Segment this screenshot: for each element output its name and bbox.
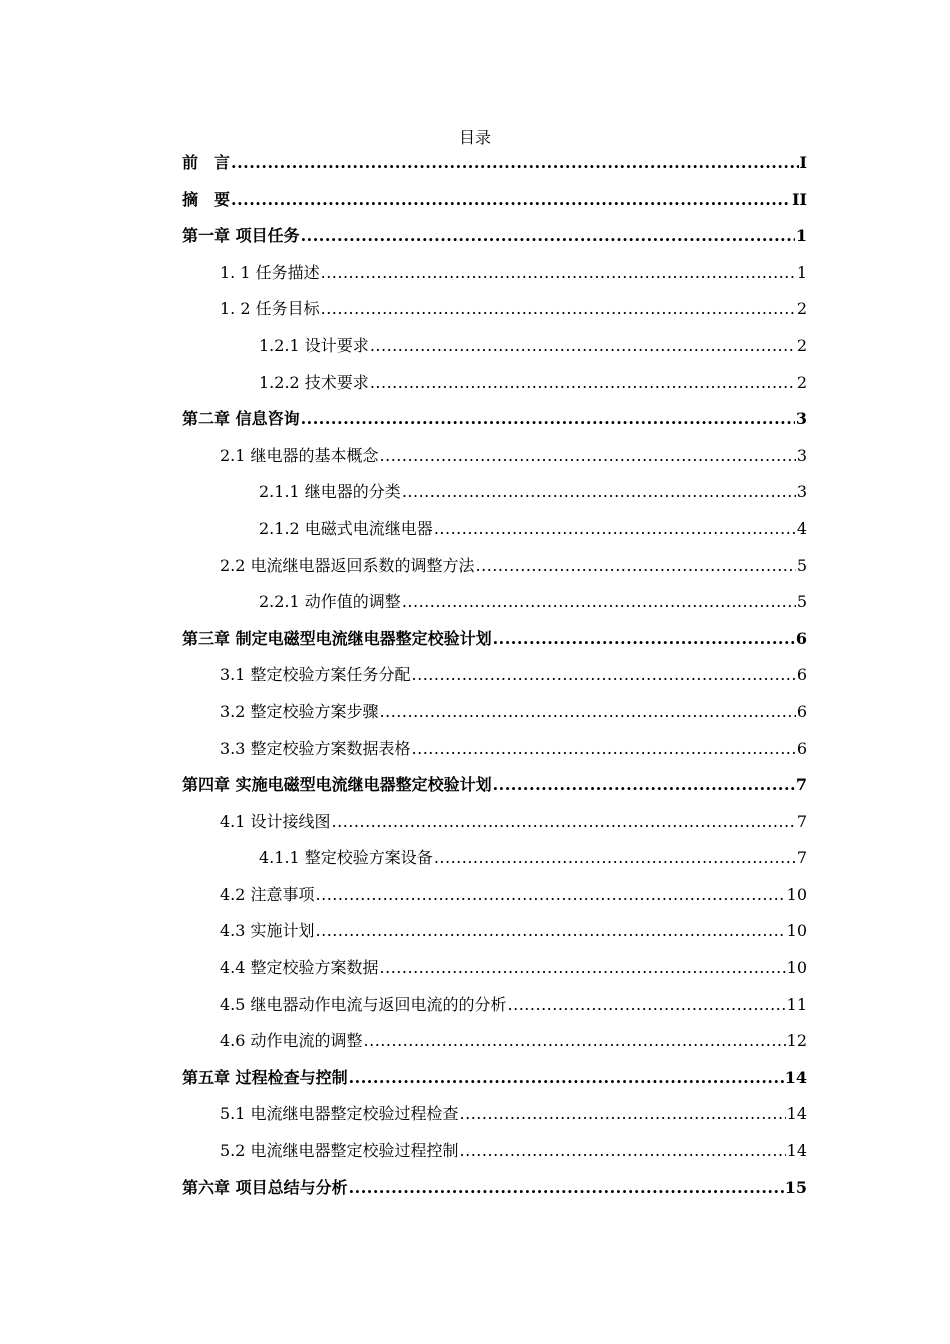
toc-entry-page-number: 10 [786,958,807,978]
toc-entry[interactable] [182,511,807,548]
toc-entry-label: 第四章 实施电磁型电流继电器整定校验计划 [182,775,492,795]
toc-entry-label: 第六章 项目总结与分析 [182,1177,348,1197]
toc-entry[interactable] [182,145,807,182]
dot-leader [370,365,796,402]
toc-entry[interactable] [182,1133,807,1170]
toc-entry[interactable] [182,365,807,402]
toc-entry-label: 3.3 整定校验方案数据表格 [220,738,411,758]
dot-leader [412,731,796,768]
toc-entry-label: 1. 1 任务描述 [220,262,320,282]
toc-entry-label: 2.1.1 继电器的分类 [259,482,401,502]
dot-leader [508,987,786,1024]
toc-entry[interactable] [182,1023,807,1060]
toc-entry[interactable] [182,731,807,768]
dot-leader [380,438,796,475]
toc-entry-page-number: 3 [796,482,807,502]
toc-entry-page-number: 6 [796,665,807,685]
toc-entry[interactable] [182,1096,807,1133]
toc-entry-label: 2.1 继电器的基本概念 [220,445,379,465]
toc-entry-label: 5.2 电流继电器整定校验过程控制 [220,1141,459,1161]
toc-entry-page-number: II [792,189,807,209]
toc-entry[interactable] [182,840,807,877]
toc-entry-label: 第三章 制定电磁型电流继电器整定校验计划 [182,628,492,648]
toc-entry[interactable] [182,548,807,585]
dot-leader [349,1170,784,1207]
toc-entry-label: 4.4 整定校验方案数据 [220,958,379,978]
toc-entry[interactable] [182,255,807,292]
toc-entry-page-number: 11 [786,994,807,1014]
toc-entry-label: 3.1 整定校验方案任务分配 [220,665,411,685]
toc-entry[interactable] [182,1170,807,1207]
dot-leader [380,694,796,731]
toc-entry[interactable] [182,328,807,365]
dot-leader [402,584,796,621]
toc-entry[interactable] [182,913,807,950]
toc-entry-page-number: 2 [796,335,807,355]
toc-entry[interactable] [182,1060,807,1097]
toc-title: 目录 [458,128,491,147]
toc-entry[interactable] [182,950,807,987]
dot-leader [364,1023,786,1060]
dot-leader [493,621,795,658]
toc-entry-label: 1.2.1 设计要求 [259,335,369,355]
toc-entry-page-number: 3 [796,445,807,465]
toc-entry-page-number: 5 [796,592,807,612]
toc-entry-page-number: 7 [796,848,807,868]
toc-entry[interactable] [182,218,807,255]
toc-entry-label: 4.1.1 整定校验方案设备 [259,848,433,868]
toc-entry[interactable] [182,474,807,511]
toc-entry-page-number: 14 [786,1141,807,1161]
toc-entry-label: 1.2.2 技术要求 [259,372,369,392]
toc-entry-label: 4.2 注意事项 [220,884,315,904]
toc-entry[interactable] [182,182,807,219]
dot-leader [434,511,796,548]
toc-entry-page-number: 1 [795,226,807,246]
dot-leader [301,401,795,438]
toc-entry-page-number: 4 [796,518,807,538]
toc-entry[interactable] [182,401,807,438]
toc-entry-label: 2.2.1 动作值的调整 [259,592,401,612]
toc-entry-label: 第五章 过程检查与控制 [182,1067,348,1087]
toc-entry-label: 4.3 实施计划 [220,921,315,941]
toc-entry-page-number: 5 [796,555,807,575]
dot-leader [321,255,796,292]
dot-leader [476,548,796,585]
toc-entry-label: 3.2 整定校验方案步骤 [220,701,379,721]
toc-entry-page-number: 6 [796,738,807,758]
dot-leader [460,1096,786,1133]
toc-entry-page-number: I [799,153,807,172]
toc-entry-page-number: 12 [786,1031,807,1051]
toc-entry[interactable] [182,804,807,841]
toc-entry-label: 前 言 [182,153,231,172]
dot-leader [231,145,799,182]
dot-leader [231,182,791,219]
dot-leader [434,840,796,877]
toc-entry-page-number: 14 [784,1067,807,1087]
table-of-contents [182,145,807,1206]
toc-entry-label: 2.2 电流继电器返回系数的调整方法 [220,555,475,575]
dot-leader [412,657,796,694]
toc-entry-label: 4.1 设计接线图 [220,811,331,831]
dot-leader [370,328,796,365]
dot-leader [402,474,796,511]
dot-leader [316,877,786,914]
toc-entry-page-number: 15 [784,1177,807,1197]
dot-leader [316,913,786,950]
toc-entry[interactable] [182,584,807,621]
toc-entry-page-number: 2 [796,299,807,319]
toc-entry-page-number: 14 [786,1104,807,1124]
toc-entry-page-number: 6 [796,701,807,721]
toc-entry-page-number: 3 [795,409,807,429]
toc-entry-page-number: 10 [786,884,807,904]
toc-entry[interactable] [182,767,807,804]
toc-entry[interactable] [182,987,807,1024]
toc-entry-page-number: 7 [796,811,807,831]
toc-entry-page-number: 10 [786,921,807,941]
toc-entry-page-number: 7 [795,775,807,795]
toc-entry[interactable] [182,621,807,658]
toc-entry-label: 4.6 动作电流的调整 [220,1031,363,1051]
toc-entry-page-number: 1 [796,262,807,282]
dot-leader [301,218,795,255]
toc-entry[interactable] [182,291,807,328]
dot-leader [460,1133,786,1170]
toc-entry[interactable] [182,877,807,914]
dot-leader [321,291,796,328]
toc-entry-page-number: 2 [796,372,807,392]
toc-entry-page-number: 6 [795,628,807,648]
dot-leader [493,767,795,804]
dot-leader [349,1060,784,1097]
toc-entry-label: 第一章 项目任务 [182,226,300,246]
toc-entry-label: 5.1 电流继电器整定校验过程检查 [220,1104,459,1124]
toc-entry-label: 摘 要 [182,189,231,209]
toc-entry[interactable] [182,438,807,475]
toc-entry[interactable] [182,657,807,694]
toc-entry-label: 第二章 信息咨询 [182,409,300,429]
toc-entry[interactable] [182,694,807,731]
toc-entry-label: 4.5 继电器动作电流与返回电流的的分析 [220,994,507,1014]
dot-leader [380,950,786,987]
toc-entry-label: 1. 2 任务目标 [220,299,320,319]
toc-entry-label: 2.1.2 电磁式电流继电器 [259,518,433,538]
dot-leader [332,804,796,841]
